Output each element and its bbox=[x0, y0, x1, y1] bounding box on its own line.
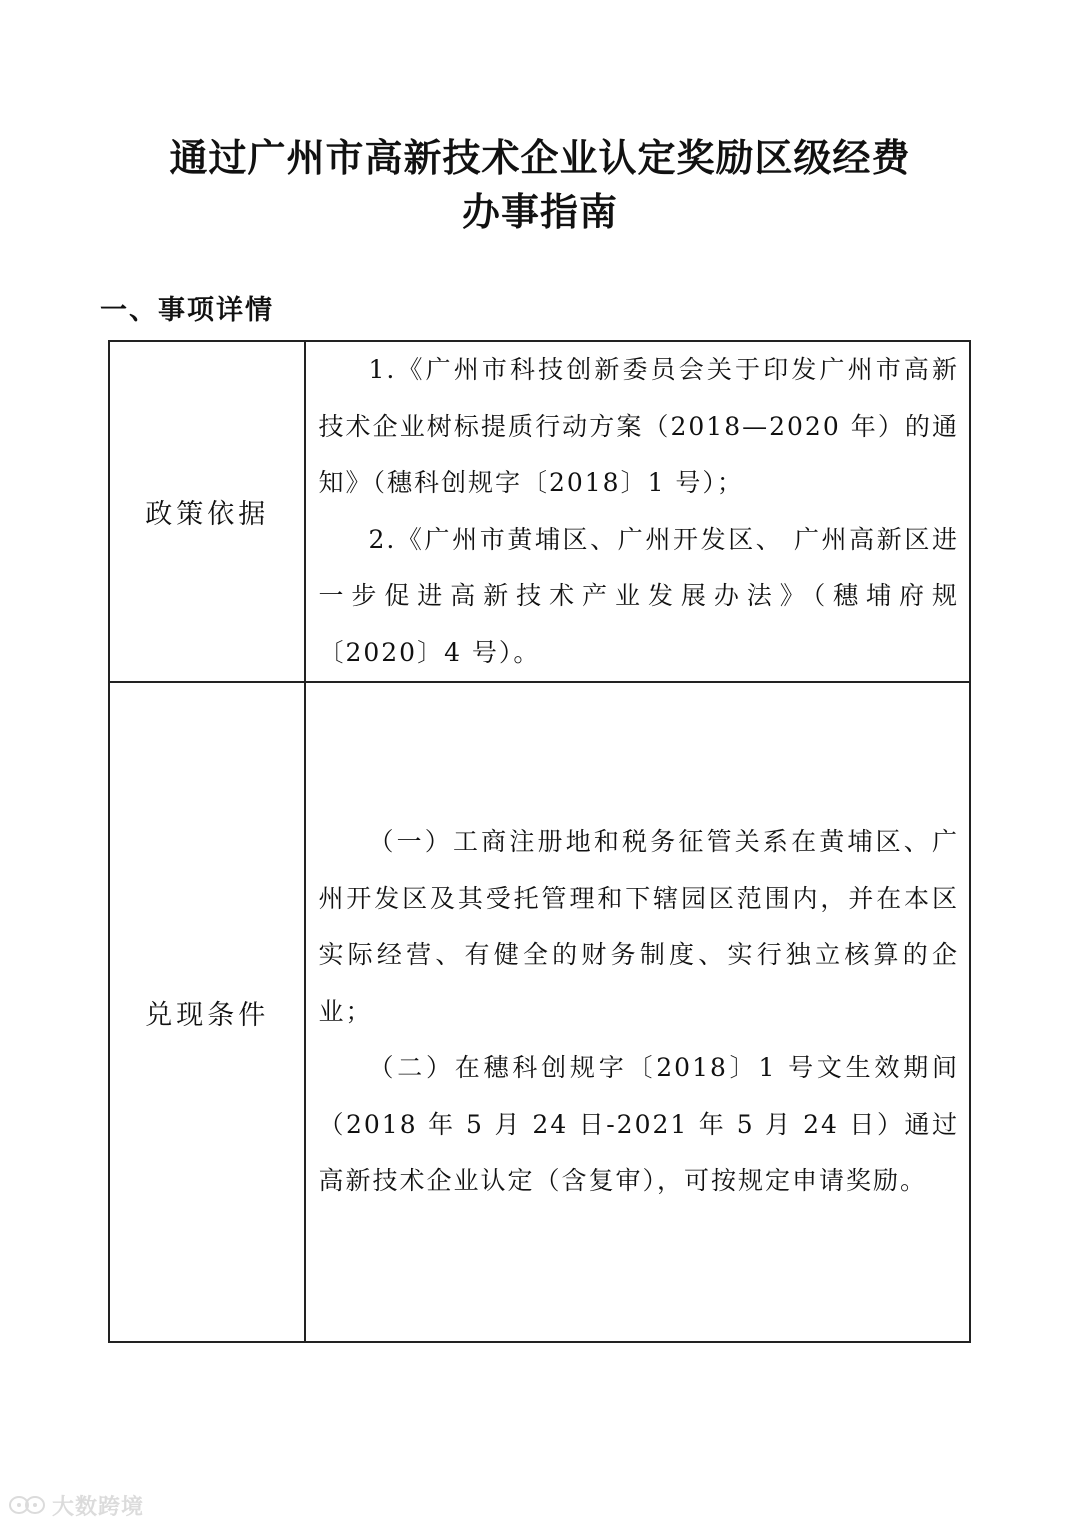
watermark bbox=[8, 1490, 144, 1520]
table-row-policy-basis bbox=[109, 341, 970, 682]
document-title-line-1: 通过广州市高新技术企业认定奖励区级经费 bbox=[169, 136, 911, 180]
row-content-redemption-conditions bbox=[305, 682, 970, 1342]
details-table bbox=[108, 340, 971, 1343]
policy-paragraph-1: 1.《广州市科技创新委员会关于印发广州市高新技术企业树标提质行动方案（2018—2020 年）的通知》（穗科创规字〔2018〕1 号）； bbox=[318, 355, 959, 497]
policy-paragraph-2: 2.《广州市黄埔区、广州开发区、 广州高新区进一步促进高新技术产业发展办法》（穗埔府规〔2020〕4 号）。 bbox=[318, 524, 959, 667]
condition-paragraph-2: （二）在穗科创规字〔2018〕1 号文生效期间（2018 年 5 月 24 日-2021 年 5 月 24 日）通过高新技术企业认定（含复审），可按规定申请奖励。 bbox=[318, 1053, 959, 1196]
section-heading: 一、事项详情 bbox=[100, 295, 274, 326]
watermark-text: 大数跨境 bbox=[52, 1494, 145, 1520]
document-title-line-2: 办事指南 bbox=[461, 190, 618, 234]
chat-bubble-logo-icon bbox=[8, 1494, 48, 1516]
row-label-policy-basis: 政策依据 bbox=[109, 341, 305, 682]
condition-paragraph-1: （一）工商注册地和税务征管关系在黄埔区、广州开发区及其受托管理和下辖园区范围内，并在本区实际经营、有健全的财务制度、实行独立核算的企业； bbox=[318, 827, 959, 1026]
table-row-redemption-conditions bbox=[109, 682, 970, 1342]
row-label-redemption-conditions: 兑现条件 bbox=[109, 682, 305, 1342]
row-content-policy-basis bbox=[305, 341, 970, 682]
